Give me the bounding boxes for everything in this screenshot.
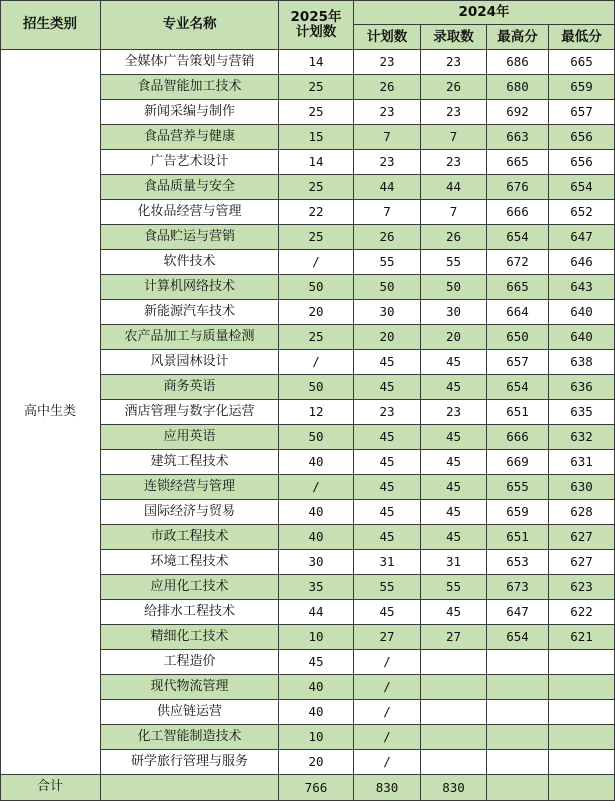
plan-2025-cell: 40 <box>279 700 354 725</box>
max-score-cell <box>487 675 549 700</box>
max-score-cell <box>487 750 549 775</box>
plan-2025-cell: 35 <box>279 575 354 600</box>
plan-2025-cell: 20 <box>279 750 354 775</box>
total-major-cell <box>101 775 279 801</box>
plan-2024-cell: 7 <box>354 200 421 225</box>
max-score-cell: 654 <box>487 375 549 400</box>
max-score-cell: 666 <box>487 425 549 450</box>
min-score-cell: 640 <box>549 325 615 350</box>
major-name-cell: 环境工程技术 <box>101 550 279 575</box>
admitted-cell: 20 <box>421 325 487 350</box>
major-name-cell: 风景园林设计 <box>101 350 279 375</box>
major-name-cell: 食品营养与健康 <box>101 125 279 150</box>
admitted-cell: 27 <box>421 625 487 650</box>
max-score-cell: 650 <box>487 325 549 350</box>
admitted-cell: 26 <box>421 225 487 250</box>
plan-2025-cell: / <box>279 475 354 500</box>
admitted-cell: 7 <box>421 125 487 150</box>
total-label-cell: 合计 <box>0 775 101 801</box>
header-plan-2025 <box>279 0 354 50</box>
plan-2024-cell: 23 <box>354 400 421 425</box>
admitted-cell <box>421 700 487 725</box>
plan-2024-cell: / <box>354 650 421 675</box>
plan-2024-cell: 50 <box>354 275 421 300</box>
admitted-cell: 23 <box>421 400 487 425</box>
min-score-cell: 643 <box>549 275 615 300</box>
plan-2025-cell: 40 <box>279 525 354 550</box>
plan-2024-cell: 27 <box>354 625 421 650</box>
major-name-cell: 工程造价 <box>101 650 279 675</box>
header-min-2024: 最低分 <box>549 25 615 50</box>
major-name-cell: 计算机网络技术 <box>101 275 279 300</box>
max-score-cell: 669 <box>487 450 549 475</box>
plan-2024-cell: 23 <box>354 100 421 125</box>
plan-2025-cell: 40 <box>279 500 354 525</box>
admitted-cell: 45 <box>421 475 487 500</box>
min-score-cell: 631 <box>549 450 615 475</box>
plan-2025-cell: 50 <box>279 425 354 450</box>
plan-2025-cell: 20 <box>279 300 354 325</box>
major-name-cell: 商务英语 <box>101 375 279 400</box>
plan-2024-cell: 30 <box>354 300 421 325</box>
plan-2025-cell: 14 <box>279 50 354 75</box>
plan-2025-cell: 25 <box>279 175 354 200</box>
plan-2024-cell: 45 <box>354 475 421 500</box>
min-score-cell: 623 <box>549 575 615 600</box>
total-max-cell <box>487 775 549 801</box>
min-score-cell <box>549 700 615 725</box>
header-plan-2024: 计划数 <box>354 25 421 50</box>
admitted-cell <box>421 650 487 675</box>
major-name-cell: 应用化工技术 <box>101 575 279 600</box>
min-score-cell: 627 <box>549 550 615 575</box>
plan-2025-cell: 15 <box>279 125 354 150</box>
major-name-cell: 广告艺术设计 <box>101 150 279 175</box>
max-score-cell: 665 <box>487 150 549 175</box>
admitted-cell: 50 <box>421 275 487 300</box>
major-name-cell: 酒店管理与数字化运营 <box>101 400 279 425</box>
plan-2024-cell: 23 <box>354 50 421 75</box>
major-name-cell: 市政工程技术 <box>101 525 279 550</box>
max-score-cell: 680 <box>487 75 549 100</box>
admitted-cell <box>421 675 487 700</box>
major-name-cell: 供应链运营 <box>101 700 279 725</box>
plan-2025-cell: 25 <box>279 75 354 100</box>
plan-2025-cell: 50 <box>279 375 354 400</box>
major-name-cell: 全媒体广告策划与营销 <box>101 50 279 75</box>
max-score-cell: 654 <box>487 225 549 250</box>
admitted-cell: 55 <box>421 575 487 600</box>
plan-2025-cell: / <box>279 350 354 375</box>
max-score-cell: 666 <box>487 200 549 225</box>
major-name-cell: 连锁经营与管理 <box>101 475 279 500</box>
plan-2024-cell: / <box>354 750 421 775</box>
category-cell: 高中生类 <box>0 50 101 775</box>
min-score-cell <box>549 725 615 750</box>
min-score-cell: 638 <box>549 350 615 375</box>
min-score-cell: 652 <box>549 200 615 225</box>
admitted-cell: 26 <box>421 75 487 100</box>
plan-2024-cell: / <box>354 675 421 700</box>
plan-2025-cell: 40 <box>279 450 354 475</box>
header-max-2024: 最高分 <box>487 25 549 50</box>
plan-2025-cell: 10 <box>279 725 354 750</box>
min-score-cell: 657 <box>549 100 615 125</box>
plan-2024-cell: 45 <box>354 350 421 375</box>
major-name-cell: 国际经济与贸易 <box>101 500 279 525</box>
plan-2025-cell: 30 <box>279 550 354 575</box>
plan-2025-cell: 45 <box>279 650 354 675</box>
plan-2025-cell: 12 <box>279 400 354 425</box>
plan-2025-cell: / <box>279 250 354 275</box>
min-score-cell: 621 <box>549 625 615 650</box>
total-plan-2024-cell: 830 <box>354 775 421 801</box>
min-score-cell: 636 <box>549 375 615 400</box>
plan-2025-cell: 40 <box>279 675 354 700</box>
max-score-cell: 653 <box>487 550 549 575</box>
plan-2024-cell: / <box>354 725 421 750</box>
min-score-cell: 635 <box>549 400 615 425</box>
min-score-cell: 647 <box>549 225 615 250</box>
major-name-cell: 应用英语 <box>101 425 279 450</box>
max-score-cell: 655 <box>487 475 549 500</box>
plan-2025-cell: 25 <box>279 325 354 350</box>
admitted-cell: 7 <box>421 200 487 225</box>
plan-2025-cell: 14 <box>279 150 354 175</box>
plan-2025-cell: 50 <box>279 275 354 300</box>
max-score-cell: 663 <box>487 125 549 150</box>
major-name-cell: 食品智能加工技术 <box>101 75 279 100</box>
major-name-cell: 农产品加工与质量检测 <box>101 325 279 350</box>
major-name-cell: 化工智能制造技术 <box>101 725 279 750</box>
plan-2025-cell: 44 <box>279 600 354 625</box>
header-plan-2025-year: 2025年 <box>290 8 342 25</box>
plan-2024-cell: / <box>354 700 421 725</box>
plan-2024-cell: 45 <box>354 525 421 550</box>
max-score-cell: 672 <box>487 250 549 275</box>
admitted-cell: 45 <box>421 425 487 450</box>
header-plan-2025-label: 计划数 <box>295 23 337 40</box>
major-name-cell: 研学旅行管理与服务 <box>101 750 279 775</box>
plan-2025-cell: 25 <box>279 225 354 250</box>
min-score-cell <box>549 650 615 675</box>
plan-2024-cell: 55 <box>354 250 421 275</box>
total-min-cell <box>549 775 615 801</box>
header-admitted-2024: 录取数 <box>421 25 487 50</box>
min-score-cell: 622 <box>549 600 615 625</box>
max-score-cell: 686 <box>487 50 549 75</box>
max-score-cell: 647 <box>487 600 549 625</box>
plan-2024-cell: 45 <box>354 375 421 400</box>
plan-2024-cell: 26 <box>354 75 421 100</box>
plan-2024-cell: 45 <box>354 600 421 625</box>
admitted-cell: 45 <box>421 500 487 525</box>
plan-2025-cell: 10 <box>279 625 354 650</box>
max-score-cell: 651 <box>487 525 549 550</box>
admitted-cell <box>421 725 487 750</box>
admitted-cell: 23 <box>421 100 487 125</box>
admitted-cell: 44 <box>421 175 487 200</box>
plan-2024-cell: 7 <box>354 125 421 150</box>
major-name-cell: 给排水工程技术 <box>101 600 279 625</box>
max-score-cell <box>487 725 549 750</box>
admitted-cell: 31 <box>421 550 487 575</box>
admitted-cell: 30 <box>421 300 487 325</box>
max-score-cell <box>487 700 549 725</box>
plan-2025-cell: 22 <box>279 200 354 225</box>
min-score-cell: 659 <box>549 75 615 100</box>
admitted-cell: 23 <box>421 50 487 75</box>
major-name-cell: 现代物流管理 <box>101 675 279 700</box>
major-name-cell: 软件技术 <box>101 250 279 275</box>
max-score-cell: 665 <box>487 275 549 300</box>
min-score-cell: 654 <box>549 175 615 200</box>
admitted-cell <box>421 750 487 775</box>
plan-2024-cell: 44 <box>354 175 421 200</box>
min-score-cell <box>549 675 615 700</box>
admitted-cell: 45 <box>421 600 487 625</box>
header-category: 招生类别 <box>0 0 101 50</box>
min-score-cell: 656 <box>549 150 615 175</box>
total-admitted-cell: 830 <box>421 775 487 801</box>
max-score-cell: 659 <box>487 500 549 525</box>
plan-2025-cell: 25 <box>279 100 354 125</box>
max-score-cell: 657 <box>487 350 549 375</box>
admitted-cell: 45 <box>421 375 487 400</box>
header-year-2024: 2024年 <box>354 0 615 25</box>
admitted-cell: 45 <box>421 525 487 550</box>
plan-2024-cell: 55 <box>354 575 421 600</box>
max-score-cell: 664 <box>487 300 549 325</box>
min-score-cell: 640 <box>549 300 615 325</box>
max-score-cell: 676 <box>487 175 549 200</box>
min-score-cell: 656 <box>549 125 615 150</box>
plan-2024-cell: 45 <box>354 425 421 450</box>
max-score-cell <box>487 650 549 675</box>
max-score-cell: 673 <box>487 575 549 600</box>
header-major: 专业名称 <box>101 0 279 50</box>
plan-2024-cell: 23 <box>354 150 421 175</box>
plan-2024-cell: 31 <box>354 550 421 575</box>
total-plan-2025-cell: 766 <box>279 775 354 801</box>
max-score-cell: 654 <box>487 625 549 650</box>
max-score-cell: 692 <box>487 100 549 125</box>
major-name-cell: 食品贮运与营销 <box>101 225 279 250</box>
plan-2024-cell: 45 <box>354 500 421 525</box>
admitted-cell: 23 <box>421 150 487 175</box>
min-score-cell: 632 <box>549 425 615 450</box>
major-name-cell: 建筑工程技术 <box>101 450 279 475</box>
major-name-cell: 新能源汽车技术 <box>101 300 279 325</box>
major-name-cell: 化妆品经营与管理 <box>101 200 279 225</box>
plan-2024-cell: 20 <box>354 325 421 350</box>
min-score-cell <box>549 750 615 775</box>
admitted-cell: 45 <box>421 450 487 475</box>
plan-2024-cell: 45 <box>354 450 421 475</box>
min-score-cell: 665 <box>549 50 615 75</box>
major-name-cell: 食品质量与安全 <box>101 175 279 200</box>
min-score-cell: 630 <box>549 475 615 500</box>
admitted-cell: 55 <box>421 250 487 275</box>
admitted-cell: 45 <box>421 350 487 375</box>
min-score-cell: 627 <box>549 525 615 550</box>
min-score-cell: 646 <box>549 250 615 275</box>
major-name-cell: 精细化工技术 <box>101 625 279 650</box>
min-score-cell: 628 <box>549 500 615 525</box>
max-score-cell: 651 <box>487 400 549 425</box>
major-name-cell: 新闻采编与制作 <box>101 100 279 125</box>
plan-2024-cell: 26 <box>354 225 421 250</box>
